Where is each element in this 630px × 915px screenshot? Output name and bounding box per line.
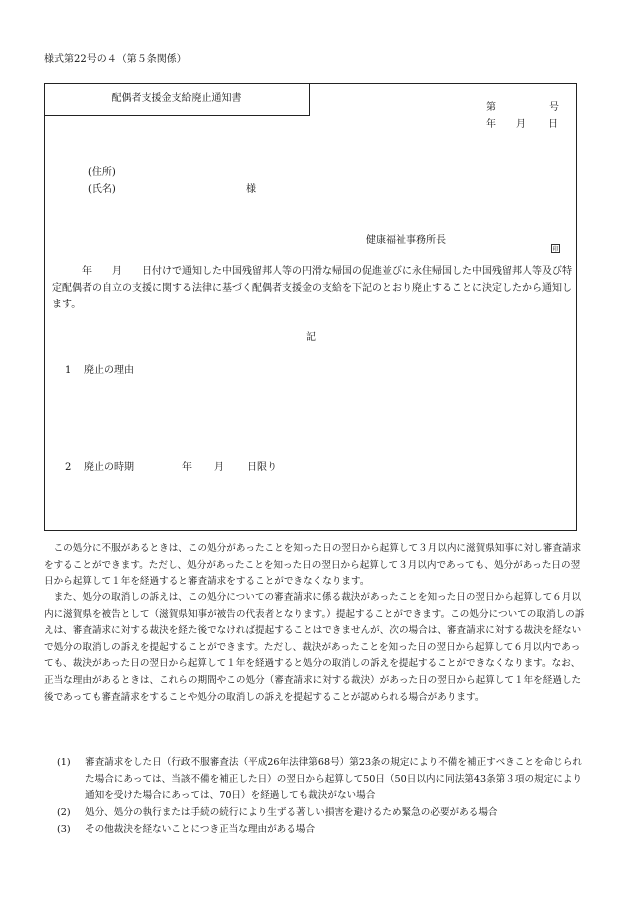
- appeal-note-2: また、処分の取消しの訴えは、この処分についての審査請求に係る裁決があったことを知った日の翌日から起算して６月以内に滋賀県を被告として（滋賀県知事が被告の代表者となります。）提起することができます。この処分についての取消しの訴えは、審査請求に対する裁決を経た後でなければ提起することはできませんが、次の場合は、審査請求に対する裁決を経ないで処分の取消しの訴えを提起することができます。ただし、裁決があったことを知った日の翌日から起算して６月以内であっても、裁決があった日の翌日から起算して１年を経過すると処分の取消しの訴えを提起することができなくなります。なお、正当な理由があるときは、これらの期間やこの処分（審査請求に対する裁決）があった日の翌日から起算して１年を経過した後であっても審査請求をすることや処分の取消しの訴えを提起することが認められる場合があります。: [44, 592, 585, 703]
- doc-no-suffix: 号: [549, 102, 559, 113]
- item2-month: 月: [214, 462, 224, 473]
- ki-label: 記: [306, 332, 316, 343]
- item2-day: 日限り: [247, 462, 277, 473]
- item1-label: 廃止の理由: [84, 365, 134, 376]
- note-item-2-number: (2): [57, 807, 71, 818]
- item2-year: 年: [182, 462, 192, 473]
- appeal-note-1: この処分に不服があるときは、この処分があったことを知った日の翌日から起算して３月以内に滋賀県知事に対し審査請求をすることができます。ただし、処分があったことを知った日の翌日から起算して３月以内であっても、処分があった日の翌日から起算して１年を経過すると審査請求をすることができなくなります。: [44, 543, 582, 588]
- item1-number: 1: [65, 365, 72, 376]
- name-label: (氏名): [88, 184, 116, 195]
- seal-mark: [551, 236, 560, 255]
- issuer: 健康福祉事務所長: [366, 235, 446, 246]
- date-year: 年: [486, 119, 496, 130]
- title-box: [44, 83, 310, 116]
- date-month: 月: [516, 119, 526, 130]
- note-item-3-text: その他裁決を経ないことにつき正当な理由がある場合: [85, 824, 316, 835]
- notice-body: 年 月 日付けで通知した中国残留邦人等の円滑な帰国の促進並びに永住帰国した中国残留邦人等及び特定配偶者の自立の支援に関する法律に基づく配偶者支援金の支給を下記のとおり廃止することに決定したから通知します。: [52, 266, 572, 310]
- note-item-2-text: 処分、処分の執行または手続の続行により生ずる著しい損害を避けるため緊急の必要がある場合: [85, 807, 498, 818]
- item2-label: 廃止の時期: [84, 462, 134, 473]
- form-number: 様式第22号の４（第５条関係）: [44, 54, 187, 65]
- honorific: 様: [246, 184, 256, 195]
- doc-no-prefix: 第: [486, 102, 496, 113]
- notice-title: 配偶者支援金支給廃止通知書: [111, 93, 242, 104]
- seal-icon: 印: [552, 246, 559, 253]
- item2-number: 2: [65, 462, 72, 473]
- note-item-3-number: (3): [57, 824, 71, 835]
- date-day: 日: [548, 119, 558, 130]
- note-item-1-number: (1): [57, 757, 71, 768]
- note-item-1-text: 審査請求をした日（行政不服審査法（平成26年法律第68号）第23条の規定により不備を補正すべきことを命じられた場合にあっては、当該不備を補正した日）の翌日から起算して50日（50日以内に同法第43条第３項の規定により通知を受けた場合にあっては、70日）を経過しても裁決がない場合: [85, 757, 583, 802]
- address-label: (住所): [88, 167, 116, 178]
